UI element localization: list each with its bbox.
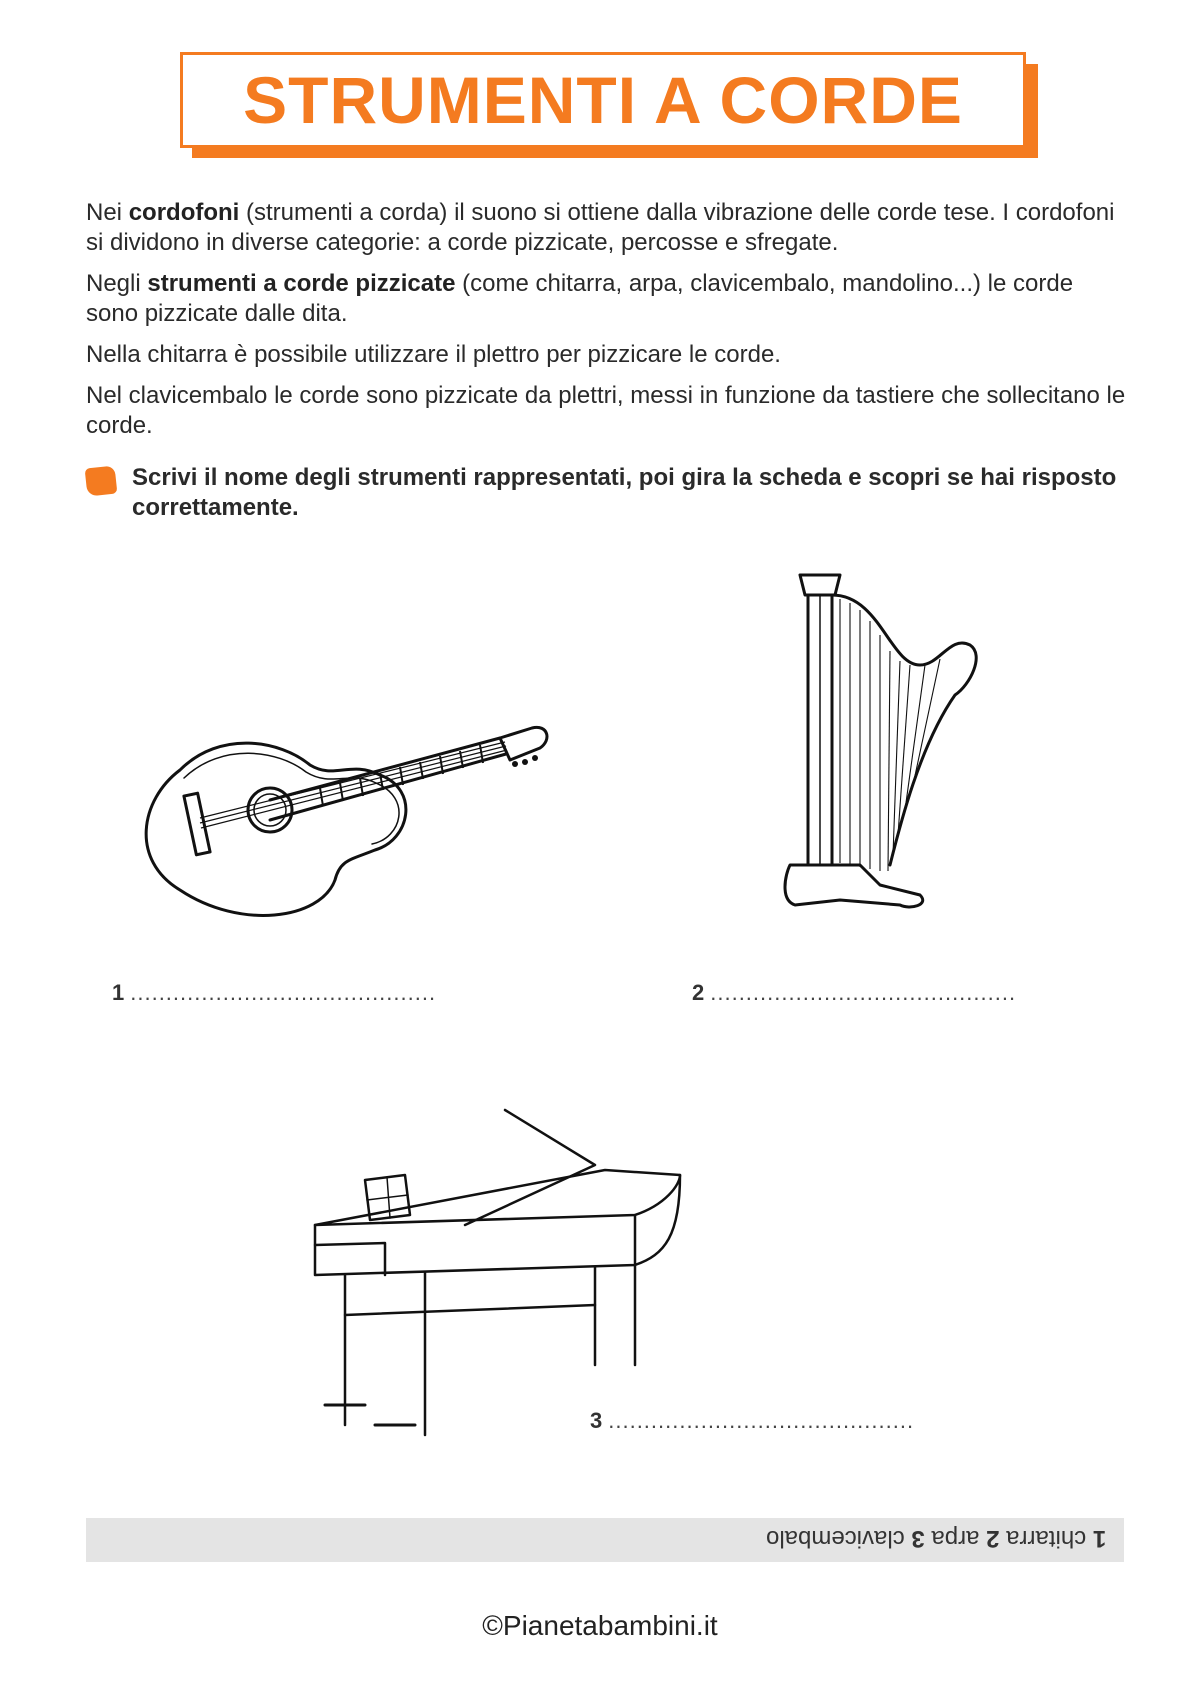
- title-banner: [180, 52, 1026, 148]
- answer-line-1[interactable]: [112, 980, 436, 1006]
- instruction-text: Scrivi il nome degli strumenti rappresentati, poi gira la scheda e scopri se hai risposto correttamente.: [132, 464, 1117, 521]
- footer-copyright: ©Pianetabambini.it: [482, 1610, 718, 1641]
- harp-illustration: [780, 565, 1000, 945]
- instruction: [86, 463, 1126, 523]
- title-box: [180, 52, 1026, 148]
- write-line-1: ...........................................: [130, 980, 437, 1005]
- guitar-illustration: [120, 720, 550, 930]
- paragraph-1: Nei cordofoni (strumenti a corda) il suono si ottiene dalla vibrazione delle corde tese. I cordofoni si dividono in diverse categorie: a corde pizzicate, percosse e sfregate.: [86, 199, 1115, 256]
- page-title: STRUMENTI A CORDE: [243, 63, 963, 137]
- label-number-2: 2: [692, 980, 705, 1005]
- bold-term-pizzicate: strumenti a corde pizzicate: [147, 270, 456, 297]
- write-line-2: ...........................................: [710, 980, 1017, 1005]
- answer-key-text: 1 chitarra 2 arpa 3 clavicembalo: [765, 1525, 1106, 1552]
- intro-text: [86, 198, 1126, 452]
- paragraph-4: Nel clavicembalo le corde sono pizzicate da plettri, messi in funzione da tastiere che sollecitano le corde.: [86, 382, 1126, 439]
- bold-term-cordofoni: cordofoni: [128, 199, 240, 226]
- label-number-1: 1: [112, 980, 125, 1005]
- write-line-3: ...........................................: [608, 1408, 915, 1433]
- harpsichord-illustration: [305, 1105, 685, 1445]
- label-number-3: 3: [590, 1408, 603, 1433]
- paragraph-3: Nella chitarra è possibile utilizzare il plettro per pizzicare le corde.: [86, 341, 781, 368]
- paragraph-2: Negli strumenti a corde pizzicate (come chitarra, arpa, clavicembalo, mandolino...) le corde sono pizzicate dalle dita.: [86, 270, 1074, 327]
- bullet-icon: [85, 466, 118, 497]
- answer-line-2[interactable]: [692, 980, 1016, 1006]
- answer-key-bar: [86, 1518, 1124, 1562]
- answer-line-3[interactable]: [590, 1408, 914, 1434]
